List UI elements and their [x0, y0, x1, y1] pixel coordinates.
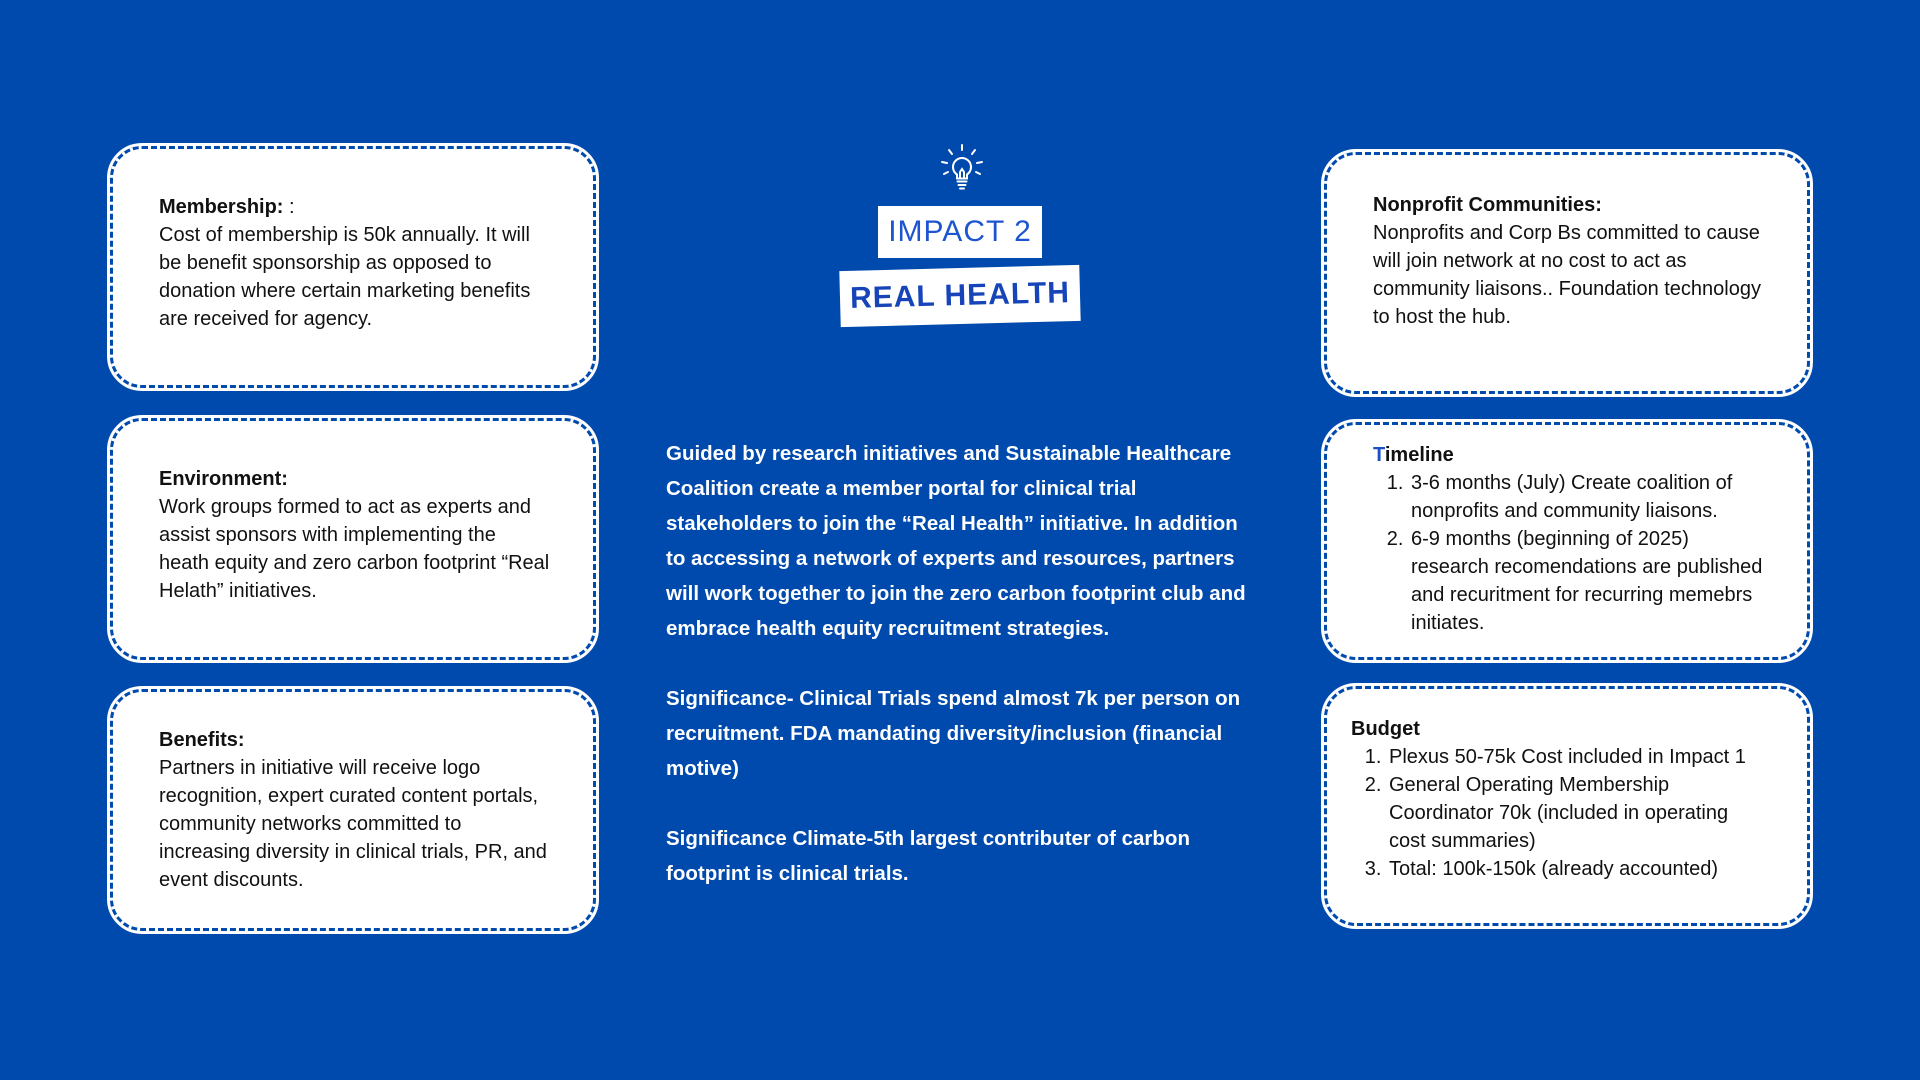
- main-paragraph-1: Guided by research initiatives and Sustainable Healthcare Coalition create a member portal for clinical trial stakeholders to join the “Real Health” initiative. In addition to accessing a network of experts and resources, partners will work together to join the zero carbon footprint club and embrace health equity recruitment strategies.: [666, 442, 1246, 640]
- environment-body: Work groups formed to act as experts and assist sponsors with implementing the heath equity and zero carbon footprint “Real Helath” initiatives.: [159, 496, 550, 602]
- budget-card: [1324, 686, 1810, 926]
- membership-heading-suffix: :: [283, 196, 295, 218]
- membership-text: [159, 193, 551, 333]
- benefits-heading: Benefits:: [159, 729, 245, 751]
- environment-heading: Environment:: [159, 468, 288, 490]
- benefits-card: [110, 689, 596, 931]
- impact-title: IMPACT 2: [878, 206, 1042, 258]
- timeline-item: 2. 6-9 months (beginning of 2025) research recomendations are published and recuritment for recurring memebrs initiates.: [1409, 525, 1765, 637]
- benefits-body: Partners in initiative will receive logo recognition, expert curated content portals, community networks committed to increasing diversity in clinical trials, PR, and event discounts.: [159, 757, 547, 891]
- membership-card: [110, 146, 596, 388]
- main-description: [666, 436, 1252, 926]
- timeline-heading-rest: imeline: [1384, 444, 1454, 466]
- benefits-text: [159, 726, 551, 894]
- timeline-heading: [1373, 441, 1765, 469]
- membership-heading: Membership:: [159, 196, 284, 218]
- nonprofit-card: [1324, 152, 1810, 394]
- timeline-item: 1. 3-6 months (July) Create coalition of nonprofits and community liaisons.: [1409, 469, 1765, 525]
- budget-item: 2. General Operating Membership Coordinator 70k (included in operating cost summaries): [1387, 771, 1765, 855]
- timeline-card: [1324, 422, 1810, 660]
- budget-list: [1351, 743, 1765, 883]
- nonprofit-text: [1373, 191, 1765, 331]
- membership-body: Cost of membership is 50k annually. It will be benefit sponsorship as opposed to donation where certain marketing benefits are received for agency.: [159, 224, 531, 330]
- environment-card: [110, 418, 596, 660]
- main-paragraph-2: Significance- Clinical Trials spend almost 7k per person on recruitment. FDA mandating diversity/inclusion (financial motive): [666, 687, 1241, 780]
- lightbulb-icon: [934, 140, 990, 196]
- nonprofit-body: Nonprofits and Corp Bs committed to cause will join network at no cost to act as community liaisons.. Foundation technology to host the hub.: [1373, 222, 1761, 328]
- environment-text: [159, 465, 551, 605]
- budget-item: 1. Plexus 50-75k Cost included in Impact 1: [1387, 743, 1765, 771]
- timeline-heading-first-letter: T: [1373, 444, 1385, 466]
- real-health-title: REAL HEALTH: [839, 265, 1080, 327]
- budget-heading: Budget: [1351, 718, 1420, 740]
- timeline-list: [1373, 469, 1765, 637]
- budget-item: 3. Total: 100k-150k (already accounted): [1387, 855, 1765, 883]
- nonprofit-heading: Nonprofit Communities:: [1373, 194, 1602, 216]
- main-paragraph-3: Significance Climate-5th largest contributer of carbon footprint is clinical trials.: [666, 827, 1190, 885]
